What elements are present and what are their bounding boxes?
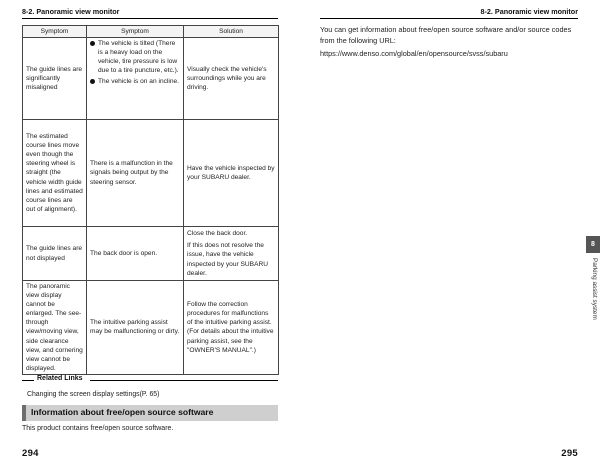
cause-cell: There is a malfunction in the signals being output by the steering sensor. xyxy=(87,120,184,227)
section-heading xyxy=(22,405,278,421)
solution-cell: Visually check the vehicle's surroundings while you are driving. xyxy=(184,38,279,120)
cause-bullet: The vehicle is tilted (There is a heavy load on the vehicle, tire pressure is low due to a tire puncture, etc.). xyxy=(90,39,180,75)
column-header: Solution xyxy=(184,26,279,38)
body-paragraph: You can get information about free/open source software and/or source codes from the following URL: xyxy=(320,25,572,45)
related-link[interactable]: Changing the screen display settings(P. 65) xyxy=(27,391,160,398)
cause-cell: The back door is open. xyxy=(87,227,184,281)
body-text: This product contains free/open source software. xyxy=(22,425,174,432)
column-header: Symptom xyxy=(23,26,87,38)
page-number: 294 xyxy=(22,448,39,459)
running-head: 8-2. Panoramic view monitor xyxy=(22,7,120,16)
table-row xyxy=(23,120,279,227)
table-row xyxy=(23,38,279,120)
header-rule xyxy=(320,18,578,19)
related-links-label: Related Links xyxy=(37,375,83,382)
solution-cell: Have the vehicle inspected by your SUBARU dealer. xyxy=(184,120,279,227)
section-title: Information about free/open source software xyxy=(31,407,214,417)
table-row xyxy=(23,227,279,281)
bullet-icon xyxy=(90,79,95,84)
cause-cell xyxy=(87,38,184,120)
table-header-row xyxy=(23,26,279,38)
related-links-header xyxy=(22,375,278,385)
solution-cell: Close the back door. If this does not resolve the issue, have the vehicle inspected by your SUBARU dealer. xyxy=(184,227,279,281)
solution-cell: Follow the correction procedures for malfunctions of the intuitive parking assist. (For details about the intuitive parking assist, see the "OWNER'S MANUAL".) xyxy=(184,281,279,375)
bullet-icon xyxy=(90,41,95,46)
column-header: Symptom xyxy=(87,26,184,38)
troubleshooting-table xyxy=(22,25,279,375)
running-head: 8-2. Panoramic view monitor xyxy=(480,7,578,16)
chapter-tab: 8 xyxy=(586,236,600,253)
header-rule xyxy=(22,18,278,19)
right-page xyxy=(300,0,600,462)
chapter-tab-label: Parking assist system xyxy=(591,258,598,320)
symptom-cell: The panoramic view display cannot be enlarged. The see-through view/moving view, side clearance view, and cornering view cannot be displayed. xyxy=(23,281,87,375)
symptom-cell: The guide lines are significantly misaligned xyxy=(23,38,87,120)
table-row xyxy=(23,281,279,375)
cause-bullet: The vehicle is on an incline. xyxy=(90,77,180,86)
cause-cell: The intuitive parking assist may be malfunctioning or dirty. xyxy=(87,281,184,375)
source-url-link[interactable]: https://www.denso.com/global/en/opensource/svss/subaru xyxy=(320,49,508,58)
symptom-cell: The guide lines are not displayed xyxy=(23,227,87,281)
page-number: 295 xyxy=(561,448,578,459)
symptom-cell: The estimated course lines move even though the steering wheel is straight (the vehicle width guide lines and estimated course lines are out of alignment). xyxy=(23,120,87,227)
